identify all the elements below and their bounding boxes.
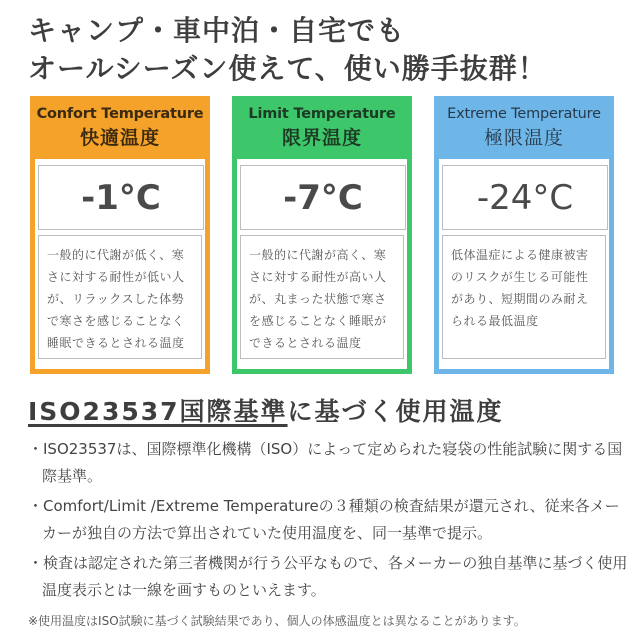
- card-header: [434, 96, 614, 159]
- headline-line-2: オールシーズン使えて、使い勝手抜群！: [28, 52, 547, 85]
- list-item: ・検査は認定された第三者機関が行う公平なもので、各メーカーの独自基準に基づく使用温度表示とは一線を画すものといえます。: [28, 554, 628, 599]
- temperature-description: 低体温症による健康被害のリスクが生じる可能性があり、短期間のみ耐えられる最低温度: [442, 235, 606, 359]
- iso-bullet-list: [28, 436, 628, 607]
- list-item: ・ISO23537は、国際標準化機構（ISO）によって定められた寝袋の性能試験に関する国際基準。: [28, 440, 623, 485]
- temperature-description: 一般的に代謝が低く、寒さに対する耐性が低い人が、リラックスした体勢で寒さを感じることなく睡眠できるとされる温度: [38, 235, 202, 359]
- card-header: [30, 96, 210, 159]
- card-header: [232, 96, 412, 159]
- card-body: [434, 159, 614, 374]
- card-title-jp: 極限温度: [483, 127, 564, 149]
- headline: [28, 12, 628, 88]
- comfort-temperature-card: [30, 96, 210, 374]
- temperature-value: -24°C: [442, 165, 608, 230]
- card-body: [30, 159, 210, 374]
- temperature-description: 一般的に代謝が高く、寒さに対する耐性が高い人が、丸まった状態で寒さを感じることなく睡眠ができるとされる温度: [240, 235, 404, 359]
- card-title-en: Extreme Temperature: [447, 106, 601, 122]
- list-item: ・Comfort/Limit /Extreme Temperatureの３種類の検査結果が還元され、従来各メーカーが独自の方法で算出されていた使用温度を、同一基準で提示。: [28, 497, 620, 542]
- headline-line-1: キャンプ・車中泊・自宅でも: [28, 14, 406, 47]
- footnote: ※使用温度はISO試験に基づく試験結果であり、個人の体感温度とは異なることがあります。: [28, 614, 526, 628]
- iso-title-rest: に基づく使用温度: [287, 397, 504, 426]
- iso-section-title: [28, 392, 504, 428]
- temperature-value: -7°C: [240, 165, 406, 230]
- card-body: [232, 159, 412, 374]
- extreme-temperature-card: [434, 96, 614, 374]
- temperature-value: -1°C: [38, 165, 204, 230]
- card-title-jp: 快適温度: [79, 127, 160, 149]
- iso-title-underlined: ISO23537国際基準: [28, 397, 288, 426]
- card-title-en: Limit Temperature: [248, 106, 396, 122]
- card-title-jp: 限界温度: [281, 127, 362, 149]
- limit-temperature-card: [232, 96, 412, 374]
- card-title-en: Confort Temperature: [36, 106, 204, 122]
